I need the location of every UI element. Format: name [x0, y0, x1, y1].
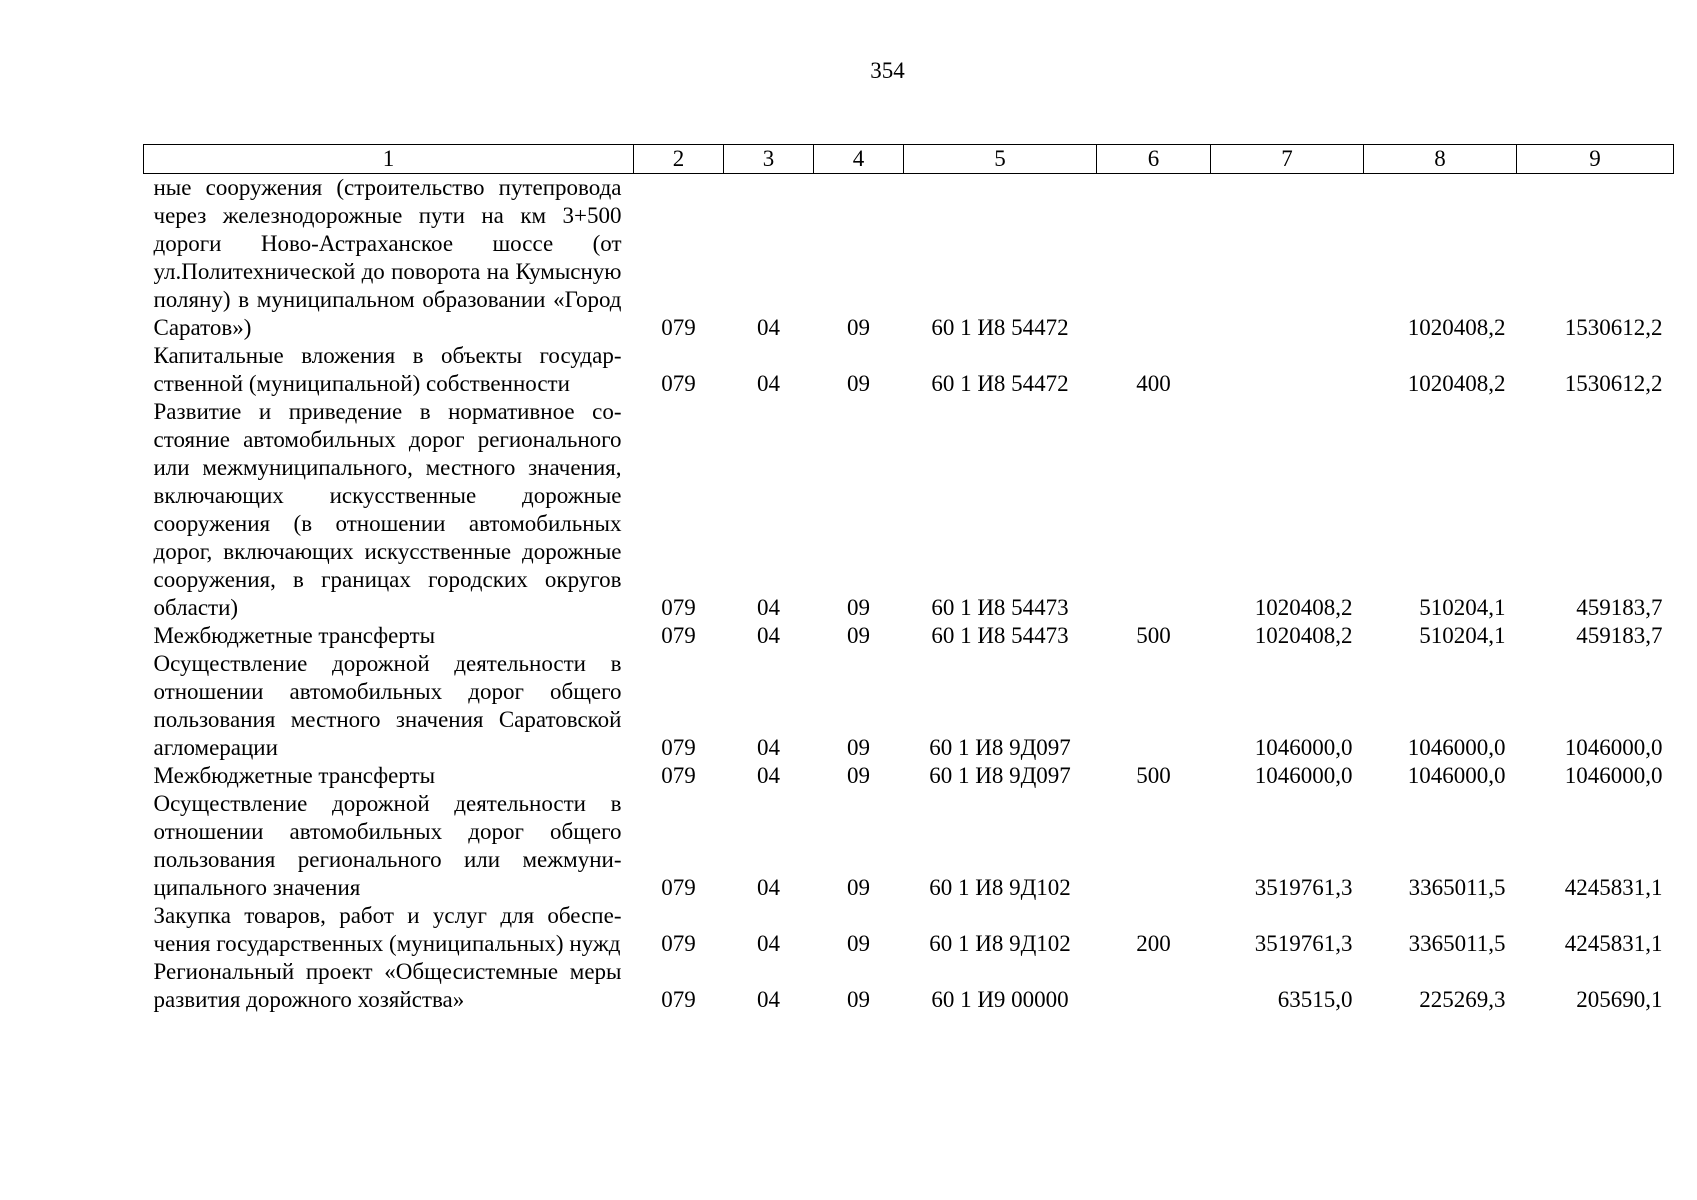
ministry-code: 079: [661, 595, 696, 620]
subsection-code: 09: [847, 987, 870, 1012]
ministry-code: 079: [661, 735, 696, 760]
row-description: Региональный проект «Общесистемные меры развития дорожного хозяйства»: [153, 959, 622, 1012]
target-article-code: 60 1 И8 54472: [931, 315, 1069, 340]
subsection-code: 09: [847, 315, 870, 340]
amount-col-7: 1020408,2: [1254, 623, 1353, 648]
table-row: [144, 790, 1674, 902]
expense-type-code: 500: [1136, 623, 1171, 648]
ministry-code: 079: [661, 315, 696, 340]
amount-col-8: 1020408,2: [1407, 371, 1506, 396]
header-cell: 2: [634, 145, 724, 174]
amount-col-8: 225269,3: [1419, 987, 1506, 1012]
subsection-code: 09: [847, 875, 870, 900]
target-article-code: 60 1 И9 00000: [931, 987, 1069, 1012]
ministry-code: 079: [661, 371, 696, 396]
amount-col-7: 1020408,2: [1254, 595, 1353, 620]
amount-col-9: 1530612,2: [1564, 315, 1663, 340]
header-cell: 5: [904, 145, 1097, 174]
target-article-code: 60 1 И8 9Д097: [929, 763, 1071, 788]
header-row: [144, 145, 1674, 174]
ministry-code: 079: [661, 763, 696, 788]
section-code: 04: [757, 735, 780, 760]
amount-col-7: 1046000,0: [1254, 735, 1353, 760]
expense-type-code: [1097, 398, 1211, 622]
amount-col-8: 3365011,5: [1408, 931, 1506, 956]
table-row: [144, 958, 1674, 1014]
amount-col-9: 4245831,1: [1564, 931, 1663, 956]
subsection-code: 09: [847, 931, 870, 956]
ministry-code: 079: [661, 987, 696, 1012]
amount-col-9: 4245831,1: [1564, 875, 1663, 900]
ministry-code: 079: [661, 931, 696, 956]
table-row: [144, 650, 1674, 762]
row-description: Развитие и приведение в нормативное состояние автомобильных дорог регионального или межмуниципального, местного значения, включающих искусственные дорожные сооружения (в отношении автомобильных дорог, включающих искусственные дорожные сооружения, в границах городских округов области): [153, 399, 622, 620]
ministry-code: 079: [661, 623, 696, 648]
amount-col-7: 63515,0: [1277, 987, 1353, 1012]
amount-col-7: [1211, 174, 1364, 343]
section-code: 04: [757, 931, 780, 956]
subsection-code: 09: [847, 623, 870, 648]
expense-type-code: 500: [1136, 763, 1171, 788]
expense-type-code: [1097, 958, 1211, 1014]
expense-type-code: [1097, 650, 1211, 762]
header-cell: 8: [1364, 145, 1517, 174]
amount-col-8: 510204,1: [1419, 595, 1506, 620]
amount-col-9: 459183,7: [1576, 623, 1663, 648]
row-description: ные сооружения (строительство путепровода через железнодорожные пути на км 3+500 дороги Ново-Астраханское шоссе (от ул.Политехнической до поворота на Кумысную поляну) в муниципальном образовании «Город Саратов»): [153, 175, 622, 340]
section-code: 04: [757, 595, 780, 620]
target-article-code: 60 1 И8 54473: [931, 595, 1069, 620]
expense-type-code: [1097, 174, 1211, 343]
header-cell: 3: [724, 145, 814, 174]
amount-col-9: 205690,1: [1576, 987, 1663, 1012]
expense-type-code: [1097, 790, 1211, 902]
target-article-code: 60 1 И8 54473: [931, 623, 1069, 648]
table-body: [144, 174, 1674, 1015]
section-code: 04: [757, 371, 780, 396]
amount-col-7: [1211, 342, 1364, 398]
row-description: Межбюджетные трансферты: [153, 623, 436, 648]
amount-col-8: 1046000,0: [1407, 763, 1506, 788]
target-article-code: 60 1 И8 54472: [931, 371, 1069, 396]
row-description: Межбюджетные трансферты: [153, 763, 436, 788]
header-cell: 9: [1517, 145, 1674, 174]
table-row: [144, 398, 1674, 622]
row-description: Закупка товаров, работ и услуг для обеспечения государственных (муниципальных) нужд: [153, 903, 622, 956]
amount-col-8: 3365011,5: [1408, 875, 1506, 900]
target-article-code: 60 1 И8 9Д097: [929, 735, 1071, 760]
subsection-code: 09: [847, 735, 870, 760]
row-description: Осуществление дорожной деятельности в отношении автомобильных дорог общего пользования регионального или межмуниципального значения: [153, 791, 622, 900]
target-article-code: 60 1 И8 9Д102: [929, 875, 1071, 900]
table-row: [144, 762, 1674, 790]
amount-col-8: 1020408,2: [1407, 315, 1506, 340]
row-description: Осуществление дорожной деятельности в отношении автомобильных дорог общего пользования местного значения Саратовской агломерации: [153, 651, 622, 760]
section-code: 04: [757, 623, 780, 648]
target-article-code: 60 1 И8 9Д102: [929, 931, 1071, 956]
subsection-code: 09: [847, 763, 870, 788]
table-row: [144, 342, 1674, 398]
table-row: [144, 902, 1674, 958]
subsection-code: 09: [847, 371, 870, 396]
header-cell: 4: [814, 145, 904, 174]
header-cell: 7: [1211, 145, 1364, 174]
table-header: [144, 145, 1674, 174]
expense-type-code: 400: [1136, 371, 1171, 396]
amount-col-9: 1530612,2: [1564, 371, 1663, 396]
table-row: [144, 174, 1674, 343]
expense-type-code: 200: [1136, 931, 1171, 956]
amount-col-8: 510204,1: [1419, 623, 1506, 648]
section-code: 04: [757, 875, 780, 900]
amount-col-7: 1046000,0: [1254, 763, 1353, 788]
subsection-code: 09: [847, 595, 870, 620]
section-code: 04: [757, 987, 780, 1012]
section-code: 04: [757, 763, 780, 788]
row-description: Капитальные вложения в объекты государственной (муниципальной) собственности: [153, 343, 622, 396]
amount-col-9: 459183,7: [1576, 595, 1663, 620]
header-cell: 6: [1097, 145, 1211, 174]
ministry-code: 079: [661, 875, 696, 900]
budget-table: [143, 144, 1674, 1014]
amount-col-7: 3519761,3: [1254, 931, 1353, 956]
table-row: [144, 622, 1674, 650]
amount-col-9: 1046000,0: [1564, 763, 1663, 788]
page-number: 354: [870, 58, 905, 83]
section-code: 04: [757, 315, 780, 340]
amount-col-9: 1046000,0: [1564, 735, 1663, 760]
amount-col-8: 1046000,0: [1407, 735, 1506, 760]
header-cell: 1: [144, 145, 634, 174]
amount-col-7: 3519761,3: [1254, 875, 1353, 900]
